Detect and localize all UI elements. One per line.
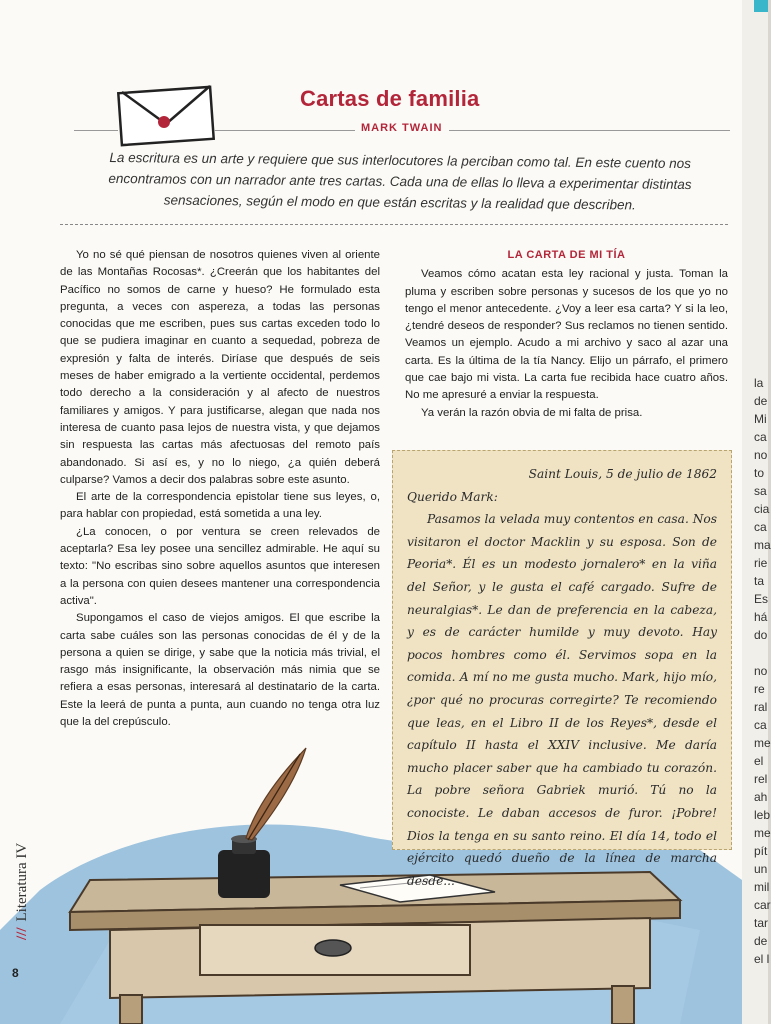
next-page-fragment: car (754, 898, 771, 912)
next-page-fragment (742, 644, 771, 662)
next-page-fragment: re (754, 682, 765, 696)
next-page-fragment: mil (754, 880, 770, 894)
next-page-fragment: do (754, 628, 768, 642)
letter-body: Pasamos la velada muy contentos en casa. Nos visitaron el doctor Macklin y su esposa. Son de Peoria*. Él es un modesto jornalero* en la viña del Señor, y le gusta el café cargado. Sufre de neuralgias*. Le dan de preferencia en la cabeza, y es de carácter humilde y muy devoto. Hay pocos hombres como él. Servimos sopa en la comida. A mí no me gusta mucho. Mark, hijo mío, ¿por qué no procuras corregirte? Te recomiendo que leas, en el Libro II de los Reyes*, desde el capítulo II hasta el XXIV inclusive. Me daría mucho placer saber que ha cambiado tu corazón. La pobre señora Gabriek murió. Tú no la conociste. Le daban accesos de furor. ¡Pobre! Dios la tenga en su santo reino. El día 14, todo el ejército quedó dueño de la línea de marcha desde... (407, 512, 717, 888)
envelope-icon (118, 84, 214, 146)
next-page-text (742, 374, 771, 968)
next-page-fragment: há (754, 610, 768, 624)
author-rule-left (74, 130, 118, 131)
next-page-fragment: ah (754, 790, 768, 804)
next-page-fragment: leb (754, 808, 771, 822)
next-page-fragment: ta (754, 574, 765, 588)
paragraph: ¿La conocen, o por ventura se creen relevados de aceptarla? Esa ley posee una sencillez admirable. He aquí su texto: "No escribas sino sobre aquellos asuntos que interesen a la persona con quien desees mantener una correspondencia activa". (60, 525, 380, 607)
next-page-fragment: el l (754, 952, 770, 966)
next-page-fragment: el (754, 754, 764, 768)
paragraph: Yo no sé qué piensan de nosotros quienes viven al oriente de las Montañas Rocosas*. ¿Creerán que los habitantes del Pacífico no somos de carne y hueso? He formulado esta pregunta, a veces con aspereza, a todas las personas conocidas que me escriben, pues sus cartas exceden todo lo que se pudiera imaginar en cuanto a sequedad, pobreza de expresión y falta de interés. Diríase que después de seis meses de haber emigrado a la vertiente occidental, perdemos todo derecho a la consideración y al afecto de nuestros familiares y amigos. Y para justificarse, alegan que nada nos interesa de cuanto pasa lejos de nuestra vista, y que dejamos sin respuesta las cartas más afectuosas del remoto país abandonado. Si así es, y no lo niego, ¿a quién deberá culparse? Vamos a decir dos palabras sobre este asunto. (60, 249, 380, 486)
next-page-fragment: ca (754, 520, 767, 534)
dotted-divider (60, 224, 728, 225)
next-page-fragment: ca (754, 718, 767, 732)
next-page-fragment: me (754, 826, 771, 840)
next-page-fragment: rie (754, 556, 768, 570)
paragraph: Veamos cómo acatan esta ley racional y justa. Toman la pluma y escriben sobre personas y sucesos de los que yo no tengo el menor antecedente. ¿Voy a leer esa carta? Y si la leo, ¿tendré deseos de responder? Sus reclamos no tienen sentido. Veamos un ejemplo. Acudo a mi archivo y saco al azar una carta. Es la última de la tía Nancy. Elijo un párrafo, el primero que cae bajo mi vista. La carta fue recibida hace cuatro años. No me apresuré a enviar la respuesta. (405, 268, 728, 402)
section-subheading: LA CARTA DE MI TÍA (507, 249, 626, 261)
intro-text: La escritura es un arte y requiere que sus interlocutores la perciban como tal. En este cuento nos encontramos con un narrador ante tres cartas. Cada una de ellas lo lleva a experimentar distintas sensaciones, según el modo en que están escritas y la realidad que describen. (108, 149, 692, 213)
next-page-fragment: rel (754, 772, 768, 786)
page-title: Cartas de familia (300, 86, 480, 111)
color-tab (754, 0, 768, 12)
section-label (14, 843, 31, 940)
next-page-fragment: no (754, 448, 768, 462)
section-name: Literatura IV (14, 842, 30, 922)
next-page-fragment: ca (754, 430, 767, 444)
letter-date: Saint Louis, 5 de julio de 1862 (528, 467, 717, 481)
section-marker: /// (14, 927, 30, 940)
next-page-fragment: ma (754, 538, 771, 552)
author-name: MARK TWAIN (355, 122, 449, 134)
right-column (405, 247, 728, 422)
next-page-fragment: me (754, 736, 771, 750)
left-column (60, 247, 380, 731)
next-page-fragment: un (754, 862, 768, 876)
next-page-fragment: cia (754, 502, 770, 516)
paragraph: El arte de la correspondencia epistolar tiene sus leyes, o, para hablar con propiedad, está sometida a una ley. (60, 491, 380, 521)
page-number: 8 (12, 966, 19, 980)
next-page-fragment: la (754, 376, 764, 390)
next-page-fragment: to (754, 466, 765, 480)
next-page-fragment: de (754, 394, 768, 408)
next-page-fragment: sa (754, 484, 767, 498)
next-page-fragment: no (754, 664, 768, 678)
paragraph: Ya verán la razón obvia de mi falta de prisa. (421, 406, 643, 419)
letter-excerpt (392, 450, 732, 888)
next-page-fragment: pít (754, 844, 768, 858)
paragraph: Supongamos el caso de viejos amigos. El que escribe la carta sabe cuáles son las personas conocidas de él y de la persona a quien se dirige, y sabe que la noticia más trivial, el rasgo más insignificante, la observación más nimia que se refiera a esas personas, interesará al destinatario de la carta. Este la leerá de punta a punta, aun cuando no tenga otra luz que la del crepúsculo. (60, 612, 380, 729)
author-rule (214, 130, 730, 131)
next-page-fragment: ral (754, 700, 768, 714)
letter-greeting: Querido Mark: (407, 489, 498, 504)
next-page-fragment: Mi (754, 412, 767, 426)
next-page-fragment: Es (754, 592, 769, 606)
next-page-edge (742, 0, 771, 1024)
next-page-fragment: de (754, 934, 768, 948)
next-page-fragment: tar (754, 916, 769, 930)
